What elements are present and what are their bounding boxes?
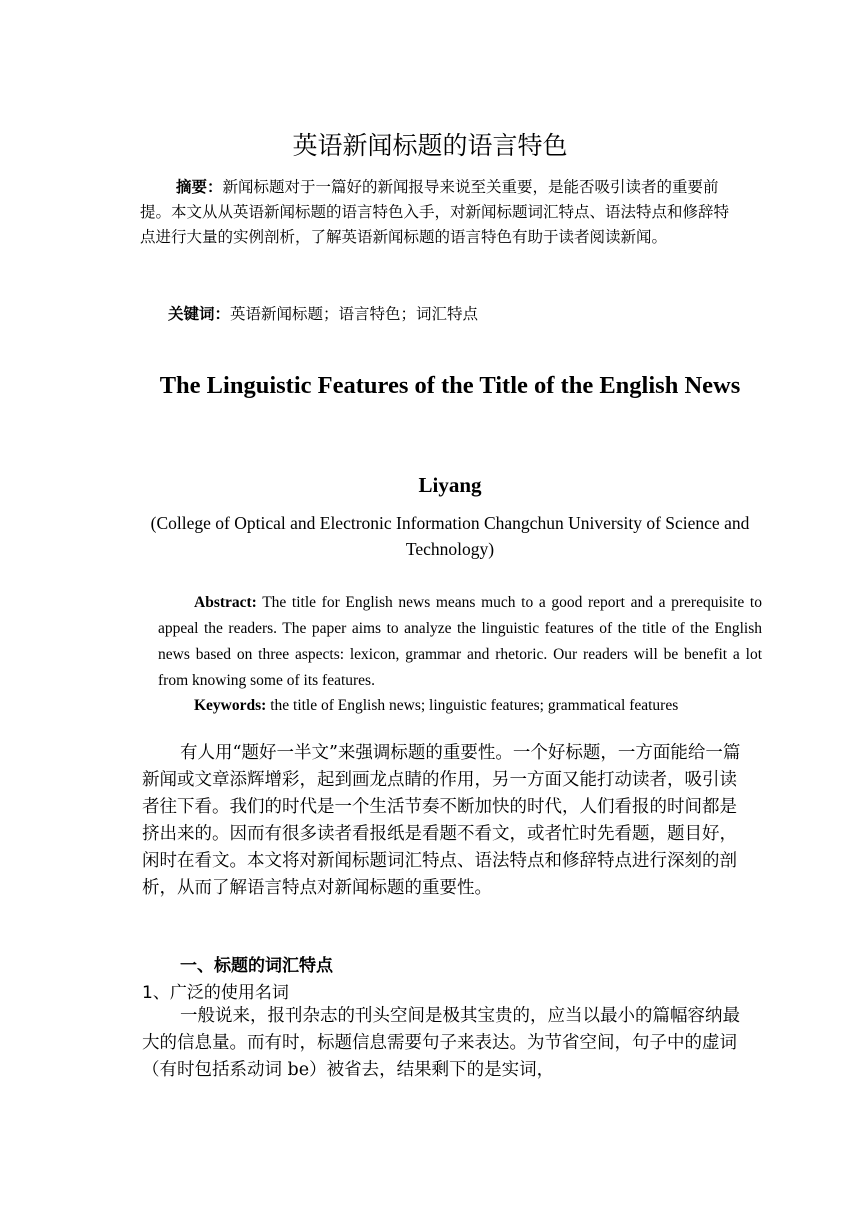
chinese-keywords-text: 英语新闻标题；语言特色；词汇特点 (230, 305, 479, 323)
chinese-keywords (168, 302, 728, 327)
subsection-heading: 1、广泛的使用名词 (142, 983, 289, 1003)
section-paragraph: 一般说来，报刊杂志的刊头空间是极其宝贵的，应当以最小的篇幅容纳最大的信息量。而有时，标题信息需要句子来表达。为节省空间，句子中的虚词（有时包括系动词 be）被省去，结果剩下的是实词， (142, 1006, 740, 1080)
english-keywords-text: the title of English news; linguistic features; grammatical features (270, 697, 679, 714)
english-keywords-label: Keywords: (194, 697, 267, 714)
chinese-abstract (140, 175, 744, 250)
english-title: The Linguistic Features of the Title of the English News (159, 372, 741, 399)
author-affiliation: (College of Optical and Electronic Information Changchun University of Science and Technology) (150, 513, 750, 559)
english-keywords (194, 693, 764, 719)
english-abstract-text: The title for English news means much to a good report and a prerequisite to appeal the readers. The paper aims to analyze the linguistic features of the title of the English news based on three aspects: lexicon, grammar and rhetoric. Our readers will be benefit a lot from knowing some of its features. (158, 594, 762, 689)
section-heading: 一、标题的词汇特点 (180, 956, 333, 976)
chinese-abstract-text: 新闻标题对于一篇好的新闻报导来说至关重要，是能否吸引读者的重要前提。本文从从英语新闻标题的语言特色入手，对新闻标题词汇特点、语法特点和修辞特点进行大量的实例剖析，了解英语新闻标题的语言特色有助于读者阅读新闻。 (140, 178, 730, 246)
english-abstract (158, 590, 762, 694)
chinese-keywords-label: 关键词： (168, 305, 231, 323)
author-name: Liyang (418, 473, 482, 497)
chinese-abstract-label: 摘要： (176, 178, 223, 196)
intro-paragraph: 有人用“题好一半文”来强调标题的重要性。一个好标题，一方面能给一篇新闻或文章添辉增彩，起到画龙点睛的作用，另一方面又能打动读者，吸引读者往下看。我们的时代是一个生活节奏不断加快的时代，人们看报的时间都是挤出来的。因而有很多读者看报纸是看题不看文，或者忙时先看题，题目好，闲时在看文。本文将对新闻标题词汇特点、语法特点和修辞特点进行深刻的剖析，从而了解语言特点对新闻标题的重要性。 (142, 743, 741, 898)
english-abstract-label: Abstract: (194, 594, 257, 611)
chinese-title: 英语新闻标题的语言特色 (292, 131, 568, 160)
